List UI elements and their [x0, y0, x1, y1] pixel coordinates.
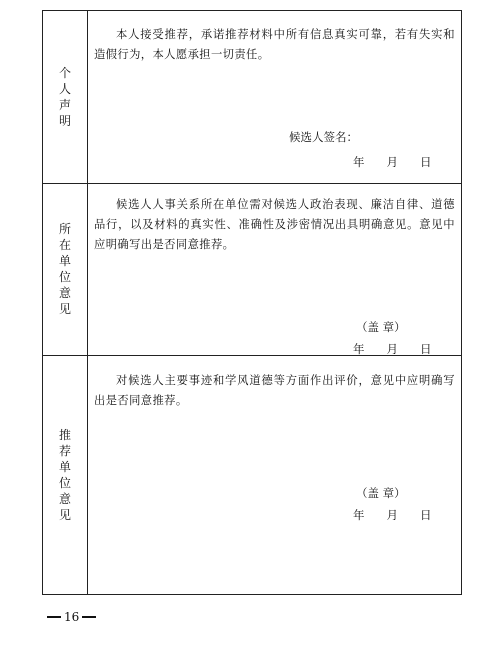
- recommender-opinion-text: 对候选人主要事迹和学风道德等方面作出评价，意见中应明确写出是否同意推荐。: [94, 374, 455, 407]
- personal-statement-text: 本人接受推荐，承诺推荐材料中所有信息真实可靠，若有失实和造假行为，本人愿承担一切责任。: [94, 28, 455, 61]
- personal-statement-content: [88, 11, 461, 183]
- date-month: 月: [386, 155, 398, 169]
- page-number: 16: [64, 610, 80, 624]
- date-year: 年: [353, 155, 365, 169]
- page-footer: [44, 610, 99, 624]
- employer-seal-label: （盖 章）: [356, 320, 406, 334]
- date-day: 日: [420, 508, 432, 522]
- personal-statement-date: [353, 154, 432, 170]
- date-month: 月: [386, 342, 398, 356]
- dash-left: [47, 616, 61, 618]
- recommender-opinion-content: [88, 355, 461, 595]
- date-day: 日: [420, 155, 432, 169]
- recommender-opinion-label: 推 荐 单 位 意 见: [58, 428, 71, 522]
- date-year: 年: [353, 508, 365, 522]
- employer-opinion-label: 所 在 单 位 意 见: [58, 222, 71, 316]
- date-year: 年: [353, 342, 365, 356]
- recommender-seal-label: （盖 章）: [356, 486, 406, 500]
- candidate-signature-label: 候选人签名：: [289, 130, 358, 144]
- personal-statement-label-cell: [43, 11, 88, 183]
- dash-right: [82, 616, 96, 618]
- personal-statement-section: [43, 11, 461, 184]
- employer-opinion-section: [43, 183, 461, 356]
- recommendation-form: [42, 10, 462, 595]
- date-day: 日: [420, 342, 432, 356]
- personal-statement-label: 个 人 声 明: [58, 66, 71, 128]
- employer-opinion-text: 候选人人事关系所在单位需对候选人政治表现、廉洁自律、道德品行，以及材料的真实性、准确性及涉密情况出具明确意见。意见中应明确写出是否同意推荐。: [94, 198, 455, 251]
- employer-opinion-label-cell: [43, 183, 88, 355]
- employer-opinion-content: [88, 183, 461, 355]
- recommender-opinion-section: [43, 355, 461, 595]
- recommender-opinion-label-cell: [43, 355, 88, 595]
- recommender-opinion-date: [353, 507, 432, 523]
- date-month: 月: [386, 508, 398, 522]
